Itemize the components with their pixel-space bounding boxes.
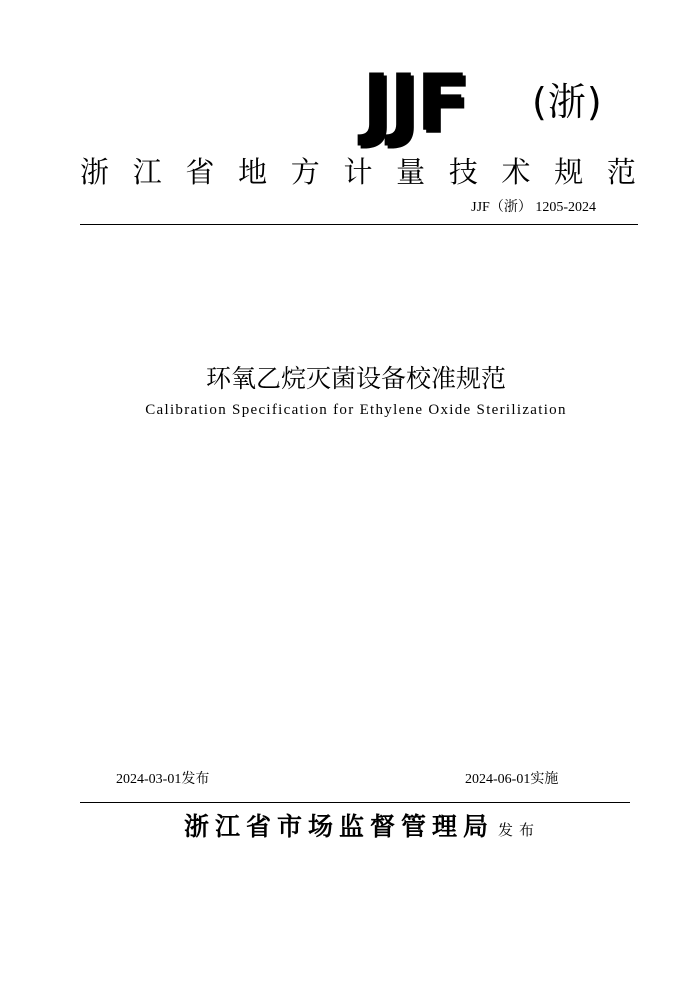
footer-divider — [80, 802, 630, 803]
document-title-english: Calibration Specification for Ethylene Oxide Sterilization — [145, 402, 567, 418]
publisher-suffix: 发布 — [498, 821, 541, 839]
org-title-char: 规 — [554, 155, 584, 189]
publisher — [184, 811, 540, 843]
org-title-char: 方 — [290, 155, 320, 189]
org-title-char: 地 — [238, 155, 268, 189]
org-title-char: 范 — [606, 155, 636, 189]
org-title-char: 量 — [396, 155, 426, 189]
org-title-char: 江 — [132, 155, 162, 189]
header-divider — [80, 224, 638, 225]
org-title-char: 浙 — [80, 155, 110, 189]
logo-suffix: (浙) — [532, 80, 603, 124]
publisher-name: 浙江省市场监督管理局 — [184, 812, 495, 841]
org-title-char: 技 — [448, 155, 478, 189]
effective-date: 2024-06-01实施 — [465, 772, 559, 787]
org-title-char: 省 — [185, 155, 215, 189]
org-title-char: 术 — [501, 155, 531, 189]
issue-date: 2024-03-01发布 — [116, 772, 210, 787]
document-code: JJF（浙） 1205-2024 — [471, 200, 596, 215]
jjf-logo — [362, 59, 632, 149]
org-title-char: 计 — [343, 155, 373, 189]
document-title-chinese: 环氧乙烷灭菌设备校准规范 — [205, 364, 506, 393]
logo-letters: JJF — [362, 59, 468, 149]
org-title — [80, 154, 636, 190]
